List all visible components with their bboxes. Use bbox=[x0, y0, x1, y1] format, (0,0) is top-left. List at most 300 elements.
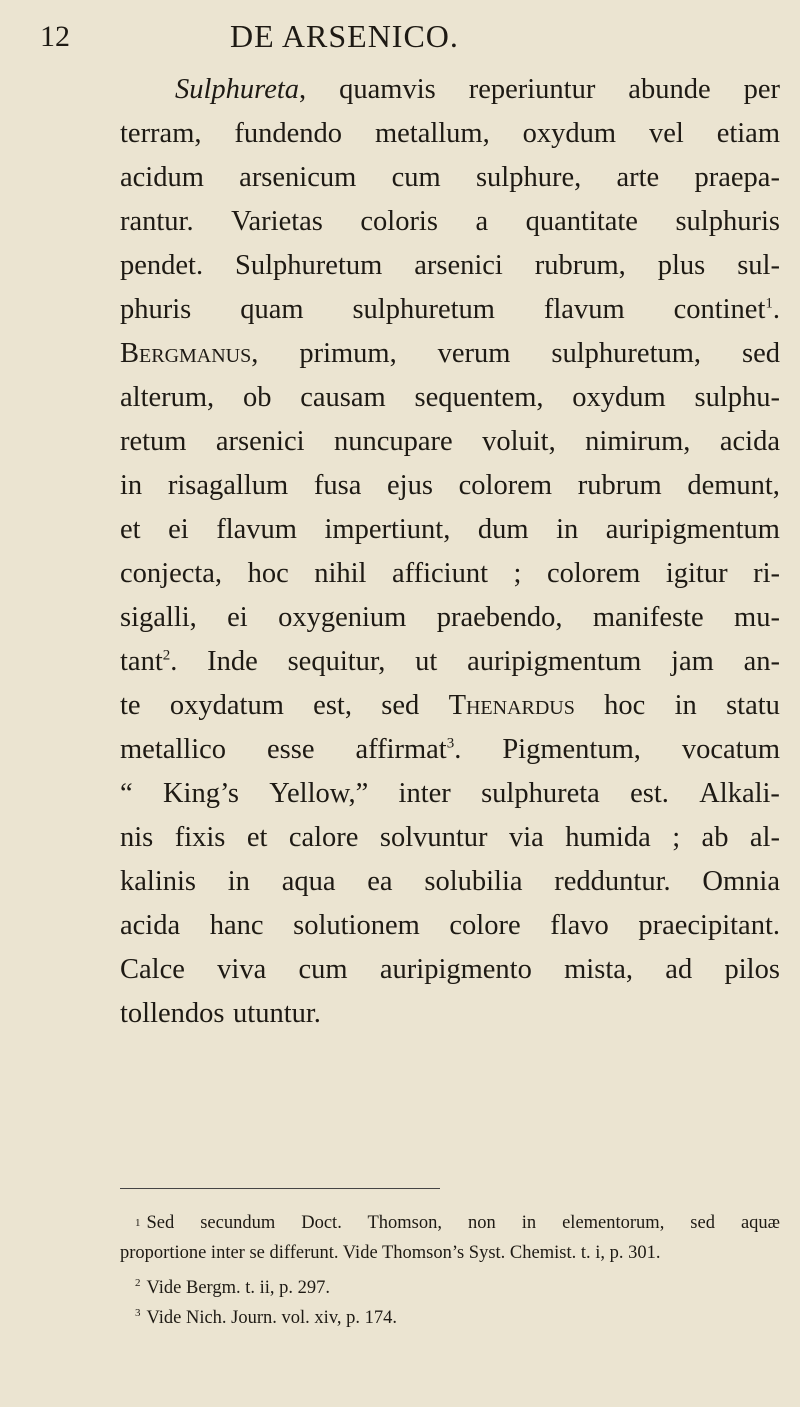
footnote-mark: 1 bbox=[135, 1217, 141, 1229]
word bbox=[175, 68, 306, 112]
word bbox=[120, 112, 202, 156]
word bbox=[120, 596, 197, 640]
word bbox=[414, 244, 503, 288]
text-run: ad bbox=[665, 954, 693, 985]
word bbox=[415, 640, 437, 684]
word bbox=[235, 244, 382, 288]
word bbox=[617, 156, 660, 200]
footnote-ref: 1 bbox=[765, 295, 773, 312]
text-run: dum bbox=[477, 514, 529, 545]
word bbox=[750, 816, 780, 860]
word bbox=[720, 420, 780, 464]
word bbox=[724, 948, 779, 992]
word bbox=[481, 772, 600, 816]
footnote-rule bbox=[120, 1188, 440, 1189]
word bbox=[502, 728, 641, 772]
text-line bbox=[120, 772, 780, 816]
text-run: praebendo, bbox=[436, 602, 563, 633]
text-run: primum, bbox=[299, 338, 397, 369]
word bbox=[120, 156, 204, 200]
word bbox=[216, 420, 305, 464]
text-run: igitur bbox=[665, 558, 728, 589]
word bbox=[695, 156, 780, 200]
word bbox=[744, 640, 780, 684]
text-line bbox=[120, 552, 780, 596]
word bbox=[585, 420, 690, 464]
word bbox=[269, 772, 368, 816]
word bbox=[523, 112, 616, 156]
text-run: in bbox=[227, 866, 250, 897]
word bbox=[514, 552, 522, 596]
word bbox=[535, 244, 626, 288]
text-run: flavum bbox=[216, 514, 297, 545]
text-run: nuncupare bbox=[333, 426, 453, 457]
text-run: ejus bbox=[387, 470, 433, 501]
text-line bbox=[120, 68, 780, 112]
text-run: coloris bbox=[360, 206, 438, 237]
word bbox=[438, 332, 511, 376]
text-run: tollendos bbox=[120, 998, 225, 1029]
word bbox=[449, 904, 520, 948]
text-run: solvuntur bbox=[379, 822, 488, 853]
text-line bbox=[120, 904, 780, 948]
word bbox=[544, 288, 625, 332]
word bbox=[300, 376, 385, 420]
word bbox=[168, 508, 189, 552]
footnote bbox=[120, 1238, 780, 1268]
text-run: ut bbox=[415, 646, 438, 677]
footnotes bbox=[120, 1208, 780, 1328]
text-run: ei bbox=[168, 514, 189, 545]
word bbox=[509, 816, 544, 860]
word bbox=[288, 640, 386, 684]
text-line bbox=[120, 332, 780, 376]
text-run: calore bbox=[288, 822, 359, 853]
word bbox=[120, 904, 180, 948]
word bbox=[554, 860, 670, 904]
text-line bbox=[120, 200, 780, 244]
text-run: in bbox=[674, 690, 697, 721]
text-run: rubrum bbox=[577, 470, 662, 501]
text-run: colorem bbox=[458, 470, 553, 501]
text-run: metallum, bbox=[374, 118, 490, 149]
word bbox=[482, 420, 556, 464]
text-run: pendet. bbox=[120, 250, 204, 281]
text-run: retum bbox=[120, 426, 187, 457]
word bbox=[547, 552, 640, 596]
word bbox=[665, 948, 692, 992]
word bbox=[299, 332, 396, 376]
text-run: vocatum bbox=[681, 734, 780, 765]
word bbox=[449, 684, 575, 728]
text-run: rantur. bbox=[120, 206, 194, 237]
text-run: redduntur. bbox=[554, 866, 671, 897]
text-run: pilos bbox=[724, 954, 780, 985]
word bbox=[168, 464, 288, 508]
word bbox=[120, 816, 153, 860]
body-text bbox=[120, 68, 780, 1036]
text-run: acida bbox=[120, 910, 181, 941]
word bbox=[360, 200, 438, 244]
text-run: colorem bbox=[546, 558, 641, 589]
text-run: oxygenium bbox=[278, 602, 407, 633]
text-line bbox=[120, 244, 780, 288]
text-run: phuris bbox=[120, 294, 192, 325]
word bbox=[217, 948, 266, 992]
text-run: est. bbox=[630, 778, 669, 809]
text-run: fusa bbox=[313, 470, 362, 501]
text-run: Bergmanus bbox=[120, 338, 252, 369]
word bbox=[414, 376, 543, 420]
text-run: quam bbox=[240, 294, 304, 325]
word bbox=[475, 200, 488, 244]
word bbox=[375, 112, 490, 156]
footnote bbox=[120, 1298, 780, 1328]
text-run: kalinis bbox=[120, 866, 196, 897]
text-run: ob bbox=[242, 382, 272, 413]
word bbox=[478, 508, 529, 552]
text-run: cum bbox=[298, 954, 348, 985]
word bbox=[742, 332, 780, 376]
text-run: sulphureta bbox=[481, 778, 600, 809]
text-run: Sulphureta bbox=[175, 74, 300, 105]
word bbox=[593, 596, 704, 640]
word bbox=[239, 156, 356, 200]
text-run: hoc bbox=[247, 558, 289, 589]
word bbox=[210, 904, 264, 948]
word bbox=[717, 112, 780, 156]
text-run: te bbox=[120, 690, 141, 721]
text-run: praepa- bbox=[694, 162, 780, 193]
text-run: humida bbox=[565, 822, 651, 853]
word bbox=[380, 948, 532, 992]
text-run: ab bbox=[701, 822, 729, 853]
word bbox=[699, 772, 780, 816]
text-line bbox=[120, 728, 780, 772]
word bbox=[424, 860, 522, 904]
text-run: conjecta, bbox=[120, 558, 223, 589]
text-run: tant bbox=[120, 646, 163, 677]
text-run: voluit, bbox=[482, 426, 556, 457]
text-run: , bbox=[299, 74, 307, 105]
word bbox=[467, 640, 641, 684]
text-run: Alkali- bbox=[699, 778, 780, 809]
text-run: terram, bbox=[120, 118, 202, 149]
text-run: solutionem bbox=[293, 910, 420, 941]
word bbox=[339, 68, 436, 112]
text-run: solubilia bbox=[424, 866, 523, 897]
word bbox=[658, 244, 706, 288]
word bbox=[459, 464, 552, 508]
footnote-text: proportione inter se differunt. Vide Thomson’s Syst. Chemist. t. i, p. 301. bbox=[120, 1243, 661, 1263]
footnote-mark: 2 bbox=[135, 1277, 141, 1289]
word bbox=[175, 816, 226, 860]
text-run: esse bbox=[267, 734, 315, 765]
text-line bbox=[120, 420, 780, 464]
text-run: ei bbox=[227, 602, 248, 633]
text-line bbox=[120, 112, 780, 156]
text-run: arsenici bbox=[414, 250, 503, 281]
text-run: nimirum, bbox=[585, 426, 691, 457]
text-run: est, bbox=[313, 690, 352, 721]
word bbox=[380, 816, 488, 860]
text-line bbox=[120, 464, 780, 508]
text-run: sulphure, bbox=[475, 162, 582, 193]
footnote-text: Sed secundum Doct. Thomson, non in elementorum, sed aquæ bbox=[146, 1213, 780, 1233]
word bbox=[578, 464, 662, 508]
text-line bbox=[120, 948, 780, 992]
word bbox=[638, 904, 780, 948]
text-run: King’s bbox=[162, 778, 239, 809]
text-run: nis bbox=[120, 822, 154, 853]
word bbox=[367, 860, 392, 904]
text-run: vel bbox=[648, 118, 684, 149]
text-line bbox=[120, 816, 780, 860]
text-run: ; bbox=[513, 558, 522, 589]
page-number: 12 bbox=[40, 20, 70, 53]
text-line bbox=[120, 640, 780, 684]
word bbox=[216, 508, 297, 552]
word bbox=[649, 112, 684, 156]
text-line bbox=[120, 992, 780, 1036]
footnote bbox=[120, 1208, 780, 1238]
footnote-ref: 3 bbox=[446, 735, 455, 752]
word bbox=[694, 376, 780, 420]
text-run: inter bbox=[398, 778, 451, 809]
word bbox=[550, 904, 609, 948]
text-run: affirmat bbox=[355, 734, 447, 765]
word bbox=[675, 200, 780, 244]
word bbox=[324, 508, 450, 552]
text-run: alterum, bbox=[120, 382, 215, 413]
text-line bbox=[120, 156, 780, 200]
text-run: Omnia bbox=[702, 866, 780, 897]
text-run: fixis bbox=[174, 822, 226, 853]
word bbox=[120, 772, 133, 816]
text-run: rubrum, bbox=[534, 250, 626, 281]
word bbox=[469, 68, 596, 112]
text-run: sulphu- bbox=[694, 382, 780, 413]
word bbox=[737, 244, 780, 288]
footnote-text: Vide Bergm. t. ii, p. 297. bbox=[146, 1278, 331, 1299]
word bbox=[381, 684, 419, 728]
text-run: per bbox=[743, 74, 780, 105]
text-run: plus bbox=[657, 250, 706, 281]
text-run: ri- bbox=[753, 558, 780, 589]
text-run: . bbox=[170, 646, 178, 677]
word bbox=[392, 156, 441, 200]
text-run: metallico bbox=[120, 734, 227, 765]
word bbox=[437, 596, 563, 640]
word bbox=[476, 156, 581, 200]
word bbox=[671, 640, 714, 684]
word bbox=[352, 288, 495, 332]
text-run: ea bbox=[367, 866, 393, 897]
word bbox=[243, 376, 272, 420]
text-run: sequitur, bbox=[287, 646, 386, 677]
text-run: impertiunt, bbox=[324, 514, 451, 545]
word bbox=[334, 420, 453, 464]
text-line bbox=[120, 684, 780, 728]
word bbox=[231, 200, 323, 244]
text-run: sigalli, bbox=[120, 602, 197, 633]
word bbox=[392, 552, 488, 596]
footnote-mark: 3 bbox=[135, 1307, 141, 1319]
word bbox=[120, 376, 214, 420]
text-run: colore bbox=[449, 910, 521, 941]
text-run: Thenardus bbox=[448, 690, 575, 721]
text-run: verum bbox=[437, 338, 511, 369]
word bbox=[526, 200, 638, 244]
text-run: oxydum bbox=[572, 382, 666, 413]
text-run: mu- bbox=[734, 602, 780, 633]
word bbox=[247, 816, 268, 860]
word bbox=[163, 772, 239, 816]
text-run: flavo bbox=[550, 910, 609, 941]
text-run: al- bbox=[749, 822, 780, 853]
word bbox=[387, 464, 433, 508]
text-run: statu bbox=[726, 690, 780, 721]
word bbox=[551, 332, 701, 376]
text-run: mista, bbox=[564, 954, 634, 985]
text-run: sulphuris bbox=[675, 206, 780, 237]
text-run: quamvis bbox=[339, 74, 436, 105]
text-run: sed bbox=[742, 338, 780, 369]
word bbox=[726, 684, 780, 728]
word bbox=[628, 68, 710, 112]
word bbox=[120, 508, 141, 552]
text-run: reperiuntur bbox=[468, 74, 596, 105]
text-line bbox=[120, 508, 780, 552]
word bbox=[744, 68, 780, 112]
text-run: causam bbox=[300, 382, 386, 413]
word bbox=[120, 728, 226, 772]
text-run: afficiunt bbox=[391, 558, 489, 589]
word bbox=[682, 728, 780, 772]
word bbox=[604, 684, 645, 728]
text-run: auripigmento bbox=[379, 954, 532, 985]
text-run: nihil bbox=[314, 558, 367, 589]
text-run: aqua bbox=[281, 866, 336, 897]
word bbox=[240, 288, 303, 332]
text-run: risagallum bbox=[167, 470, 289, 501]
word bbox=[734, 596, 780, 640]
text-line bbox=[120, 596, 780, 640]
word bbox=[120, 684, 141, 728]
word bbox=[267, 728, 314, 772]
running-title: DE ARSENICO. bbox=[230, 18, 459, 54]
text-run: sulphuretum, bbox=[551, 338, 702, 369]
text-run: manifeste bbox=[592, 602, 704, 633]
word bbox=[355, 728, 461, 772]
footnote bbox=[120, 1268, 780, 1298]
word bbox=[120, 640, 177, 684]
footnote-text: Vide Nich. Journ. vol. xiv, p. 174. bbox=[146, 1308, 397, 1329]
word bbox=[120, 244, 203, 288]
text-run: sul- bbox=[737, 250, 780, 281]
text-run: oxydum bbox=[522, 118, 617, 149]
text-run: sequentem, bbox=[414, 382, 544, 413]
text-run: et bbox=[246, 822, 268, 853]
word bbox=[314, 464, 361, 508]
word bbox=[606, 508, 780, 552]
text-run: acida bbox=[719, 426, 780, 457]
text-run: quantitate bbox=[525, 206, 638, 237]
text-run: flavum bbox=[543, 294, 625, 325]
word bbox=[556, 508, 578, 552]
word bbox=[120, 948, 185, 992]
text-run: auripigmentum bbox=[467, 646, 642, 677]
word bbox=[282, 860, 336, 904]
word bbox=[299, 948, 348, 992]
footnote-ref: 2 bbox=[162, 647, 171, 664]
word bbox=[120, 860, 196, 904]
text-run: Calce bbox=[120, 954, 185, 985]
word bbox=[228, 860, 250, 904]
word bbox=[120, 992, 225, 1036]
word bbox=[564, 948, 633, 992]
text-run: etiam bbox=[716, 118, 780, 149]
text-run: sulphuretum bbox=[352, 294, 495, 325]
text-run: ; bbox=[672, 822, 681, 853]
text-run: an- bbox=[743, 646, 780, 677]
text-run: hoc bbox=[604, 690, 646, 721]
text-run: . bbox=[454, 734, 462, 765]
text-run: praecipitant. bbox=[638, 910, 780, 941]
word bbox=[120, 552, 222, 596]
text-run: Inde bbox=[207, 646, 258, 677]
word bbox=[293, 904, 420, 948]
word bbox=[572, 376, 665, 420]
text-line bbox=[120, 860, 780, 904]
text-run: arte bbox=[616, 162, 660, 193]
text-run: Pigmentum, bbox=[502, 734, 641, 765]
word bbox=[687, 464, 780, 508]
word bbox=[289, 816, 359, 860]
text-run: continet bbox=[673, 294, 766, 325]
text-run: oxydatum bbox=[169, 690, 284, 721]
text-run: Varietas bbox=[231, 206, 323, 237]
word bbox=[278, 596, 406, 640]
text-run: in bbox=[120, 470, 143, 501]
word bbox=[120, 288, 191, 332]
word bbox=[227, 596, 248, 640]
text-run: via bbox=[508, 822, 544, 853]
word bbox=[120, 332, 258, 376]
text-run: jam bbox=[671, 646, 714, 677]
word bbox=[313, 684, 352, 728]
word bbox=[233, 992, 321, 1036]
text-run: arsenici bbox=[215, 426, 305, 457]
text-run: Yellow,” bbox=[269, 778, 369, 809]
word bbox=[120, 464, 142, 508]
text-run: abunde bbox=[628, 74, 711, 105]
text-run: demunt, bbox=[687, 470, 780, 501]
word bbox=[207, 640, 258, 684]
word bbox=[702, 816, 729, 860]
text-line bbox=[120, 376, 780, 420]
text-run: sed bbox=[381, 690, 420, 721]
text-run: arsenicum bbox=[239, 162, 357, 193]
text-run: utuntur. bbox=[233, 998, 321, 1029]
text-run: et bbox=[120, 514, 141, 545]
word bbox=[630, 772, 669, 816]
word bbox=[674, 288, 780, 332]
word bbox=[675, 684, 697, 728]
text-run: “ bbox=[120, 778, 133, 809]
word bbox=[248, 552, 289, 596]
text-run: . bbox=[772, 294, 780, 325]
